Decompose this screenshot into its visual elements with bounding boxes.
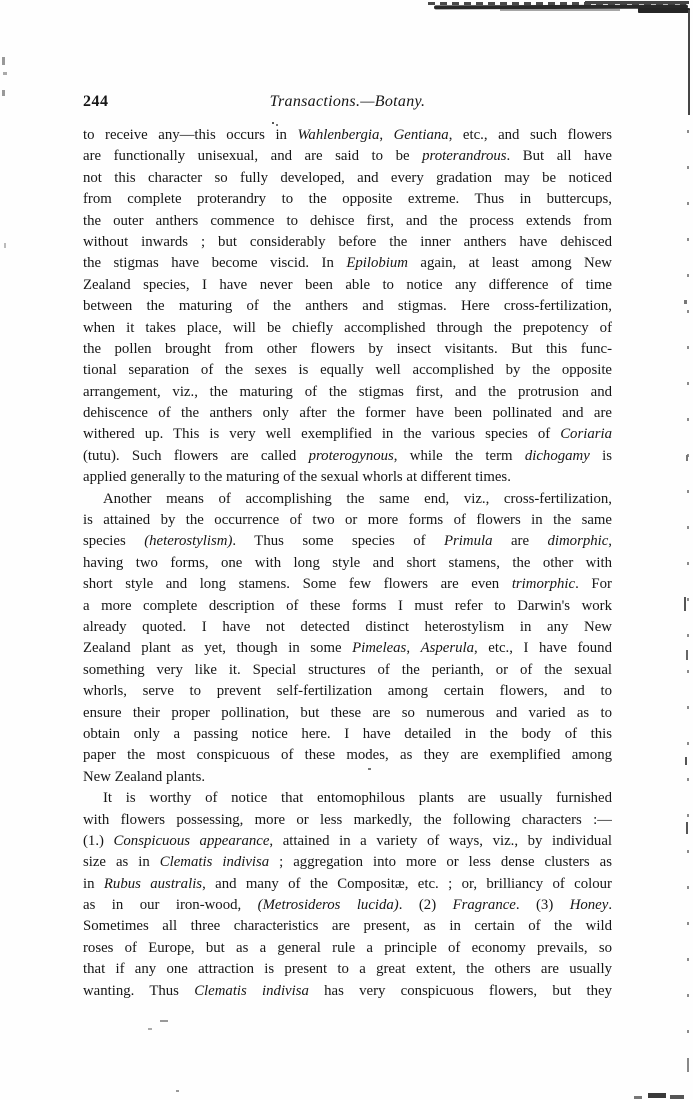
italic-text-segment: proterandrous (422, 148, 507, 165)
scan-artifact (176, 1090, 179, 1092)
text-line (83, 253, 612, 274)
scan-artifact (634, 1096, 642, 1099)
scan-artifact (272, 122, 274, 124)
text-segment: dehiscence of the anthers only after the former have been pollinated and are (83, 405, 612, 422)
scan-artifact (687, 1058, 689, 1072)
text-line (83, 724, 612, 745)
text-segment: roses of Europe, but as a general rule a principle of economy prevails, so (83, 939, 612, 956)
text-line (83, 296, 612, 317)
text-line (83, 959, 612, 980)
text-segment: species (83, 533, 145, 550)
text-segment: having two forms, one with long style and short stamens, the other with (83, 554, 612, 571)
scan-artifact (160, 1020, 168, 1022)
text-line (83, 810, 612, 831)
text-line (83, 275, 612, 296)
text-line (83, 938, 612, 959)
italic-text-segment: Honey (569, 897, 609, 914)
text-segment: as in our iron-wood, (83, 897, 258, 914)
text-line (83, 788, 612, 809)
text-segment: , etc., and such flowers (448, 127, 612, 143)
text-segment: New Zealand plants. (83, 768, 206, 785)
text-segment: are functionally unisexual, and are said to be (83, 148, 423, 165)
italic-text-segment: Asperula (420, 640, 475, 657)
scan-artifact (648, 1093, 666, 1098)
text-segment: from complete proterandry to the opposite extreme. Thus in buttercups, (83, 191, 612, 208)
text-line (83, 916, 612, 937)
text-line (83, 146, 612, 167)
text-segment: , (406, 640, 421, 657)
scan-artifact (687, 130, 689, 1075)
text-line (83, 681, 612, 702)
text-segment: , (379, 127, 394, 143)
text-segment: a more complete description of these forms I must refer to Darwin's work (83, 597, 612, 614)
scan-artifact (686, 455, 688, 461)
text-segment: something very like it. Special structures of the perianth, or of the sexual (83, 661, 612, 678)
text-line (83, 874, 612, 895)
scan-artifact (686, 822, 688, 834)
text-line (83, 767, 612, 788)
text-line (83, 745, 612, 766)
italic-text-segment: Coriaria (560, 426, 612, 443)
italic-text-segment: Clematis indivisa (159, 854, 270, 871)
text-line (83, 424, 612, 445)
text-line (83, 446, 612, 467)
italic-text-segment: Conspicuous appearance (113, 832, 270, 849)
scan-artifact (685, 757, 687, 765)
italic-text-segment: Primula (443, 533, 493, 550)
italic-text-segment: (Metrosideros lucida) (257, 897, 399, 914)
text-segment: Zealand species, I have never been able to notice any difference of time (83, 276, 612, 293)
paragraph (83, 489, 612, 788)
italic-text-segment: Wahlenbergia (297, 127, 380, 143)
text-block (83, 125, 612, 1002)
text-segment: the stigmas have become viscid. In (83, 255, 347, 272)
scan-artifact (3, 72, 7, 75)
text-segment: (tutu). Such flowers are called (83, 447, 309, 464)
text-segment: . For (575, 576, 612, 593)
text-segment: ensure their proper pollination, but these are so numerous and varied as to (83, 704, 612, 721)
text-segment: again, at least among New (407, 255, 612, 272)
text-segment: withered up. This is very well exemplified in the various species of (83, 426, 561, 443)
text-segment: paper the most conspicuous of these modes, as they are exemplified among (83, 747, 612, 764)
text-segment: not this character so fully developed, and every gradation may be noticed (83, 169, 612, 186)
text-line (83, 617, 612, 638)
text-line (83, 596, 612, 617)
scan-artifact (684, 597, 686, 611)
scan-artifact (4, 243, 6, 248)
text-line (83, 852, 612, 873)
text-segment: obtain only a passing notice here. I have detailed in the body of this (83, 725, 612, 742)
italic-text-segment: dichogamy (524, 447, 590, 464)
text-segment: . (608, 897, 612, 914)
text-line (83, 574, 612, 595)
text-segment: whorls, serve to prevent self-fertilization among certain flowers, and to (83, 683, 612, 700)
text-line (83, 660, 612, 681)
text-segment: short style and long stamens. Some few flowers are even (83, 576, 512, 593)
text-segment: already quoted. I have not detected distinct heterostylism in any New (83, 618, 612, 635)
text-segment: . (3) (515, 897, 570, 914)
scan-artifact (638, 8, 690, 13)
text-segment: Zealand plant as yet, though in some (83, 640, 353, 657)
scan-artifact (686, 650, 688, 660)
scan-artifact (428, 2, 686, 5)
text-segment: , (608, 533, 612, 550)
scan-artifact (434, 5, 688, 10)
text-segment: ; aggregation into more or less dense clusters as (269, 854, 612, 871)
text-segment: to receive any—this occurs in (83, 127, 298, 143)
text-segment: . Thus some species of (232, 533, 444, 550)
scan-artifact (684, 300, 687, 304)
text-line (83, 339, 612, 360)
text-segment: the outer anthers commence to dehisce first, and the process extends from (83, 212, 612, 229)
text-line (83, 382, 612, 403)
scan-artifact (585, 1, 689, 4)
running-title: Transactions.—Botany. (269, 93, 426, 110)
text-line (83, 895, 612, 916)
scan-artifact (670, 1095, 684, 1099)
italic-text-segment: Rubus australis (103, 875, 203, 892)
text-segment: (1.) (83, 832, 114, 849)
scan-artifact (2, 90, 5, 96)
text-segment: is attained by the occurrence of two or more forms of flowers in the same (83, 512, 612, 529)
paragraph (83, 125, 612, 489)
text-segment: when it takes place, will be chiefly accomplished through the prepotency of (83, 319, 612, 336)
text-line (83, 318, 612, 339)
italic-text-segment: Clematis indivisa (194, 982, 309, 999)
page-number: 244 (83, 93, 109, 110)
text-segment: the pollen brought from other flowers by insect visitants. But this func- (83, 340, 612, 357)
text-line (83, 125, 612, 146)
text-segment: is (589, 447, 612, 464)
text-line (83, 189, 612, 210)
text-segment: without inwards ; but considerably before the inner anthers have dehisced (83, 233, 612, 250)
text-segment: , etc., I have found (474, 640, 612, 657)
text-line (83, 211, 612, 232)
text-segment: has very conspicuous flowers, but they (308, 982, 612, 999)
scan-artifact (500, 9, 620, 11)
text-line (83, 638, 612, 659)
text-line (83, 553, 612, 574)
text-segment: Another means of accomplishing the same end, viz., cross-fertilization, (103, 490, 612, 507)
italic-text-segment: dimorphic (547, 533, 609, 550)
text-segment: tional separation of the sexes is equally well accomplished by the opposite (83, 362, 612, 379)
italic-text-segment: Epilobium (346, 255, 408, 272)
italic-text-segment: Fragrance (452, 897, 516, 914)
scan-artifact (688, 10, 690, 115)
text-line (83, 703, 612, 724)
text-line (83, 531, 612, 552)
text-segment: size as in (83, 854, 160, 871)
text-segment: arrangement, viz., the maturing of the stigmas first, and the protrusion and (83, 383, 612, 400)
text-segment: . But all have (506, 148, 612, 165)
text-segment: that if any one attraction is present to a great extent, the others are usually (83, 961, 612, 978)
text-line (83, 489, 612, 510)
text-line (83, 360, 612, 381)
text-segment: applied generally to the maturing of the sexual whorls at different times. (83, 469, 511, 486)
text-line (83, 467, 612, 488)
running-head (83, 93, 612, 115)
italic-text-segment: Gentiana (393, 127, 449, 143)
scan-artifact (148, 1028, 152, 1030)
text-segment: wanting. Thus (83, 982, 195, 999)
text-line (83, 403, 612, 424)
text-line (83, 981, 612, 1002)
italic-text-segment: (heterostylism) (144, 533, 233, 550)
text-line (83, 232, 612, 253)
scan-artifact (2, 57, 5, 65)
text-segment: , and many of the Compositæ, etc. ; or, brilliancy of colour (202, 875, 612, 892)
text-line (83, 510, 612, 531)
italic-text-segment: proterogynous (308, 447, 394, 464)
italic-text-segment: Pimeleas (352, 640, 407, 657)
text-segment: Sometimes all three characteristics are present, as in certain of the wild (83, 918, 612, 935)
text-segment: in (83, 875, 104, 892)
text-line (83, 831, 612, 852)
paragraph (83, 788, 612, 1002)
text-segment: between the maturing of the anthers and stigmas. Here cross-fertilization, (83, 298, 612, 315)
text-segment: are (492, 533, 548, 550)
text-line (83, 168, 612, 189)
text-segment: , attained in a variety of ways, viz., by individual (269, 832, 612, 849)
text-segment: with flowers possessing, more or less markedly, the following characters :— (83, 811, 612, 828)
italic-text-segment: trimorphic (511, 576, 576, 593)
text-segment: . (2) (398, 897, 453, 914)
text-segment: It is worthy of notice that entomophilous plants are usually furnished (103, 790, 612, 807)
text-segment: , while the term (393, 447, 525, 464)
